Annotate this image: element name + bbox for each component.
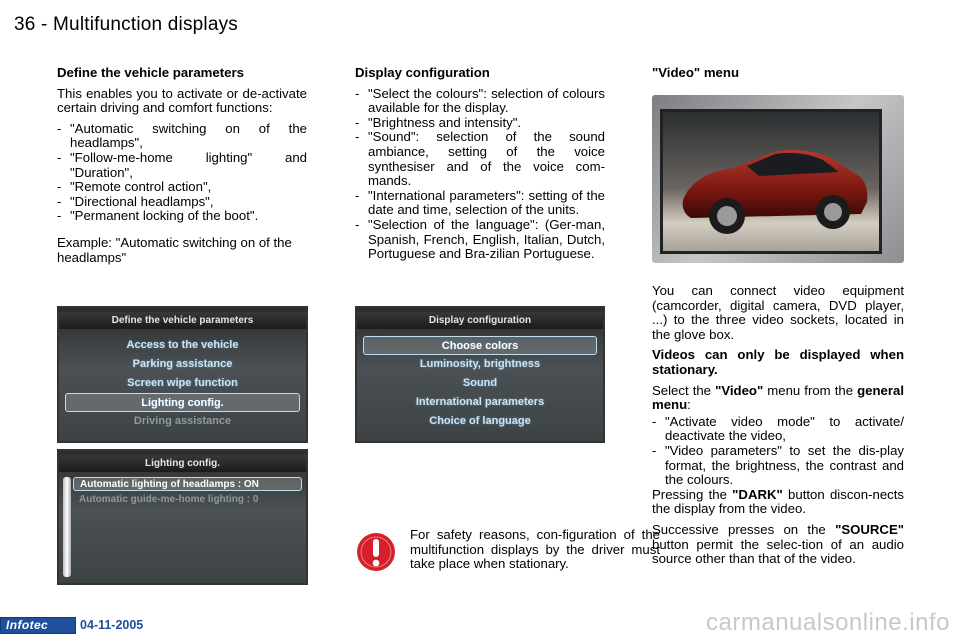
section-heading: "Video" menu	[652, 65, 740, 80]
column-display-configuration	[355, 66, 605, 262]
option-auto-headlamps[interactable]: Automatic lighting of headlamps : ON	[73, 477, 302, 491]
list-item: - "Remote control action",	[57, 180, 307, 195]
text-span: menu from the	[763, 382, 858, 398]
text-span: button discon-nects the display from the video.	[652, 486, 905, 517]
intro-text: This enables you to activate or de-activate certain driving and comfort functions:	[57, 85, 307, 116]
lighting-config-screen	[57, 449, 308, 585]
menu-item-access[interactable]: Access to the vehicle	[126, 339, 239, 351]
text-span: Pressing the	[652, 486, 733, 502]
text-span: button permit the selec-tion of an audio source other than that of the video.	[652, 536, 904, 567]
text-bold: "Video"	[715, 382, 764, 398]
list-item: - "Video parameters" to set the dis-play format, the brightness, the contrast and the colours.	[652, 444, 904, 488]
car-image	[663, 112, 879, 251]
example-text: Example: "Automatic switching on of the headlamps"	[57, 234, 292, 265]
video-stationary-note: Videos can only be displayed when stationary.	[652, 347, 904, 377]
infotec-logo: Infotec	[0, 617, 76, 634]
list-item: - "Permanent locking of the boot".	[57, 209, 307, 224]
display-configuration-screen	[355, 306, 605, 443]
text-span: Successive presses on the	[652, 521, 836, 537]
dark-button-text	[652, 488, 904, 517]
text-span: :	[687, 397, 691, 413]
screen-menu	[59, 336, 306, 431]
text-bold: "SOURCE"	[835, 521, 904, 537]
column-video-menu	[652, 66, 904, 87]
section-heading: Define the vehicle parameters	[57, 65, 244, 80]
video-options-list	[652, 415, 904, 488]
menu-item-choose-colors-selected[interactable]: Choose colors	[363, 336, 597, 355]
text-bold: general menu	[652, 382, 904, 413]
screen-title: Display configuration	[357, 312, 603, 329]
menu-item-luminosity[interactable]: Luminosity, brightness	[419, 358, 541, 370]
function-list	[57, 122, 307, 224]
exclamation-icon	[356, 532, 396, 572]
screen-title: Lighting config.	[59, 455, 306, 472]
screen-menu	[357, 336, 603, 431]
video-select-text	[652, 384, 904, 413]
menu-item-parking[interactable]: Parking assistance	[132, 358, 233, 370]
menu-item-sound[interactable]: Sound	[462, 377, 498, 389]
list-item: - "Directional headlamps",	[57, 195, 307, 210]
option-guide-me-home[interactable]: Automatic guide-me-home lighting : 0	[79, 494, 259, 505]
menu-item-lighting-selected[interactable]: Lighting config.	[65, 393, 300, 412]
column-vehicle-parameters	[57, 66, 307, 271]
menu-item-screen-wipe[interactable]: Screen wipe function	[127, 377, 238, 389]
config-list	[355, 87, 605, 262]
text-bold: "DARK"	[732, 486, 783, 502]
menu-item-international[interactable]: International parameters	[415, 396, 545, 408]
source-button-text	[652, 523, 904, 567]
menu-item-language[interactable]: Choice of language	[429, 415, 531, 427]
text-span: Select the	[652, 382, 716, 398]
list-item: - "Selection of the language": (Ger-man, Spanish, French, English, Italian, Dutch, Portuguese and Bra-zilian Portuguese.	[355, 218, 605, 262]
list-item: - "Brightness and intensity".	[355, 116, 605, 131]
list-item: - "Automatic switching on of the headlamps",	[57, 122, 307, 151]
list-item: - "Follow-me-home lighting" and "Duration",	[57, 151, 307, 180]
list-item: - "Activate video mode" to activate/ deactivate the video,	[652, 415, 904, 444]
vehicle-parameters-screen	[57, 306, 308, 443]
video-screen-photo	[652, 95, 904, 263]
footer-date: 04-11-2005	[80, 618, 144, 632]
list-item: - "Select the colours": selection of colours available for the display.	[355, 87, 605, 116]
video-intro: You can connect video equipment (camcorder, digital camera, DVD player, ...) to the three video sockets, located in the glove box.	[652, 283, 904, 342]
warning-text: For safety reasons, con-figuration of the multifunction displays by the driver must take place when stationary.	[410, 527, 660, 572]
lighting-options	[59, 475, 306, 507]
list-item: - "Sound": selection of the sound ambiance, setting of the voice synthesiser and of the voice com-mands.	[355, 130, 605, 188]
watermark: carmanualsonline.info	[706, 609, 950, 636]
section-heading: Display configuration	[355, 65, 490, 80]
screen-title: Define the vehicle parameters	[59, 312, 306, 329]
list-item: - "International parameters": setting of the date and time, selection of the units.	[355, 189, 605, 218]
page-title: 36 - Multifunction displays	[14, 14, 239, 35]
menu-item-driving[interactable]: Driving assistance	[133, 415, 232, 427]
video-menu-text	[652, 284, 904, 573]
video-display	[660, 109, 882, 254]
